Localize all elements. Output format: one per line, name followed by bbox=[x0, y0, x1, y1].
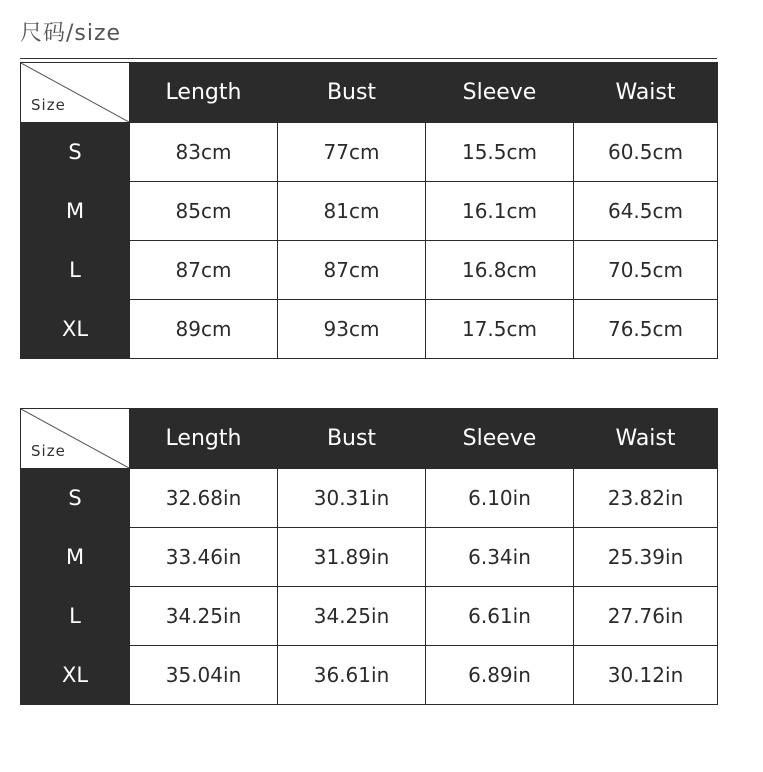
bust-cell: 81cm bbox=[278, 182, 426, 241]
page-title: 尺码/size bbox=[20, 21, 122, 46]
bust-cell: 36.61in bbox=[278, 646, 426, 705]
bust-cell: 77cm bbox=[278, 123, 426, 182]
sleeve-cell: 16.1cm bbox=[426, 182, 574, 241]
header-row bbox=[21, 63, 718, 123]
waist-cell: 60.5cm bbox=[574, 123, 718, 182]
size-label: M bbox=[21, 182, 130, 241]
length-cell: 33.46in bbox=[130, 528, 278, 587]
title-divider bbox=[20, 58, 717, 59]
table-row bbox=[21, 241, 718, 300]
size-label: S bbox=[21, 469, 130, 528]
table-row bbox=[21, 182, 718, 241]
length-cell: 87cm bbox=[130, 241, 278, 300]
table-row bbox=[21, 300, 718, 359]
length-cell: 32.68in bbox=[130, 469, 278, 528]
sleeve-cell: 6.34in bbox=[426, 528, 574, 587]
waist-cell: 30.12in bbox=[574, 646, 718, 705]
header-bust: Bust bbox=[278, 409, 426, 469]
size-label: M bbox=[21, 528, 130, 587]
header-bust: Bust bbox=[278, 63, 426, 123]
size-label: L bbox=[21, 241, 130, 300]
waist-cell: 76.5cm bbox=[574, 300, 718, 359]
size-label: XL bbox=[21, 300, 130, 359]
waist-cell: 70.5cm bbox=[574, 241, 718, 300]
table-row bbox=[21, 587, 718, 646]
size-table-cm bbox=[20, 62, 718, 359]
header-length: Length bbox=[130, 63, 278, 123]
table-row bbox=[21, 123, 718, 182]
length-cell: 34.25in bbox=[130, 587, 278, 646]
sleeve-cell: 6.61in bbox=[426, 587, 574, 646]
header-sleeve: Sleeve bbox=[426, 409, 574, 469]
size-table-inch bbox=[20, 408, 718, 705]
header-sleeve: Sleeve bbox=[426, 63, 574, 123]
header-length: Length bbox=[130, 409, 278, 469]
size-label: XL bbox=[21, 646, 130, 705]
corner-label: Size bbox=[31, 96, 66, 114]
length-cell: 83cm bbox=[130, 123, 278, 182]
corner-cell bbox=[21, 63, 130, 123]
bust-cell: 87cm bbox=[278, 241, 426, 300]
length-cell: 85cm bbox=[130, 182, 278, 241]
size-label: L bbox=[21, 587, 130, 646]
header-waist: Waist bbox=[574, 63, 718, 123]
waist-cell: 23.82in bbox=[574, 469, 718, 528]
bust-cell: 93cm bbox=[278, 300, 426, 359]
corner-label: Size bbox=[31, 442, 66, 460]
size-label: S bbox=[21, 123, 130, 182]
bust-cell: 30.31in bbox=[278, 469, 426, 528]
length-cell: 89cm bbox=[130, 300, 278, 359]
sleeve-cell: 17.5cm bbox=[426, 300, 574, 359]
header-waist: Waist bbox=[574, 409, 718, 469]
sleeve-cell: 6.89in bbox=[426, 646, 574, 705]
sleeve-cell: 6.10in bbox=[426, 469, 574, 528]
corner-cell bbox=[21, 409, 130, 469]
waist-cell: 27.76in bbox=[574, 587, 718, 646]
bust-cell: 31.89in bbox=[278, 528, 426, 587]
header-row bbox=[21, 409, 718, 469]
sleeve-cell: 15.5cm bbox=[426, 123, 574, 182]
bust-cell: 34.25in bbox=[278, 587, 426, 646]
waist-cell: 64.5cm bbox=[574, 182, 718, 241]
table-row bbox=[21, 646, 718, 705]
table-row bbox=[21, 528, 718, 587]
waist-cell: 25.39in bbox=[574, 528, 718, 587]
length-cell: 35.04in bbox=[130, 646, 278, 705]
table-row bbox=[21, 469, 718, 528]
sleeve-cell: 16.8cm bbox=[426, 241, 574, 300]
